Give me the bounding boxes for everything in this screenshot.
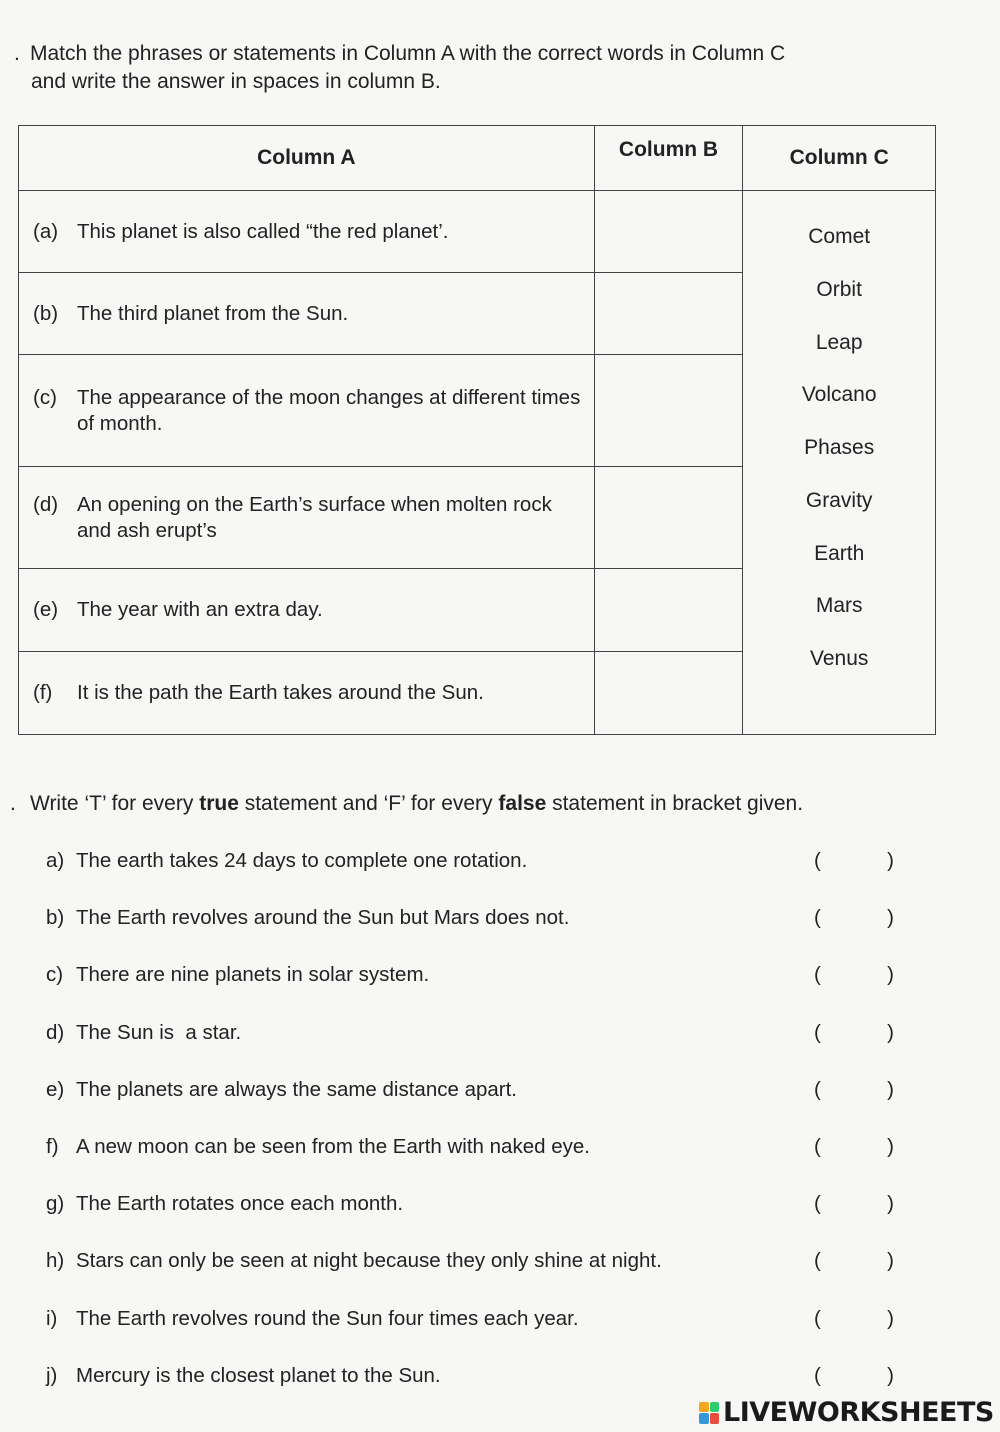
bracket-close: ) (887, 1192, 894, 1216)
logo-text: LIVEWORKSHEETS (723, 1397, 994, 1428)
bracket-open: ( (814, 1077, 821, 1101)
liveworksheets-logo-icon (699, 1402, 719, 1424)
item-label: h) (46, 1249, 65, 1273)
answer-bracket[interactable] (814, 1135, 894, 1159)
answer-bracket[interactable] (814, 1078, 894, 1102)
bracket-close: ) (887, 906, 894, 930)
bracket-close: ) (887, 849, 894, 872)
row-text: The third planet from the Sun. (77, 301, 349, 325)
row-label: (b) (33, 301, 59, 325)
word-bank-item: Volcano (801, 383, 877, 407)
row-text: An opening on the Earth’s surface when molten rock and ash erupt’s (77, 492, 552, 542)
instruction-text: Write ‘T’ for every (30, 792, 200, 815)
word-bank-item: Leap (815, 330, 863, 354)
logo-square (699, 1413, 709, 1424)
item-label: d) (46, 1020, 65, 1044)
bracket-open: ( (814, 1020, 821, 1044)
word-bank-item: Earth (814, 541, 865, 565)
answer-bracket[interactable] (814, 1364, 894, 1388)
word-bank-item: Gravity (805, 488, 873, 512)
item-text: The Earth rotates once each month. (76, 1192, 404, 1216)
list-item (46, 849, 906, 906)
answer-bracket[interactable] (814, 849, 894, 873)
answer-cell-f[interactable] (594, 652, 743, 735)
instruction-text: statement and ‘F’ for every (238, 792, 499, 815)
row-c-statement (19, 355, 595, 467)
row-text: The year with an extra day. (77, 598, 323, 621)
table-row (19, 191, 936, 273)
bracket-open: ( (814, 1134, 821, 1158)
answer-bracket[interactable] (814, 1192, 894, 1216)
row-a-statement (19, 191, 595, 273)
list-item (46, 1021, 906, 1078)
word-bank-item: Phases (804, 436, 875, 460)
bracket-open: ( (814, 906, 821, 930)
item-label: b) (46, 906, 65, 930)
item-text: Mercury is the closest planet to the Sun. (76, 1363, 441, 1387)
matching-table (18, 125, 936, 735)
word-bank-item: Orbit (816, 277, 862, 301)
item-label: j) (46, 1363, 58, 1387)
liveworksheets-logo[interactable] (699, 1397, 994, 1428)
answer-bracket[interactable] (814, 1021, 894, 1045)
row-label: (f) (33, 681, 53, 704)
word-bank-item: Venus (809, 647, 869, 671)
row-label: (e) (33, 598, 59, 621)
item-text: The Sun is a star. (76, 1020, 242, 1044)
item-label: a) (46, 849, 65, 872)
row-label: (a) (33, 219, 59, 243)
bracket-open: ( (814, 963, 821, 987)
row-text: It is the path the Earth takes around the Sun. (77, 681, 484, 704)
logo-square (710, 1402, 720, 1413)
question-1-number: . (14, 42, 20, 65)
answer-bracket[interactable] (814, 1307, 894, 1331)
logo-square (710, 1413, 720, 1424)
list-item (46, 1078, 906, 1135)
instruction-bold-false: false (498, 792, 547, 815)
word-bank-item: Comet (808, 224, 871, 248)
answer-bracket[interactable] (814, 906, 894, 930)
table-header-row (19, 126, 936, 191)
list-item (46, 906, 906, 963)
answer-cell-b[interactable] (594, 273, 743, 355)
answer-cell-c[interactable] (594, 355, 743, 467)
item-text: Stars can only be seen at night because they only shine at night. (76, 1249, 662, 1273)
row-d-statement (19, 467, 595, 569)
list-item (46, 1192, 906, 1249)
question-1-line-1: Match the phrases or statements in Column A with the correct words in Column C (30, 42, 786, 65)
bracket-close: ) (887, 1249, 894, 1273)
item-label: g) (46, 1192, 65, 1216)
true-false-list (46, 849, 906, 1421)
answer-bracket[interactable] (814, 1249, 894, 1273)
word-bank (743, 191, 936, 735)
item-text: The Earth revolves around the Sun but Mars does not. (76, 906, 570, 930)
item-label: i) (46, 1306, 58, 1330)
column-c-header: Column C (743, 126, 936, 191)
item-text: The earth takes 24 days to complete one rotation. (76, 849, 528, 872)
row-label: (d) (33, 492, 59, 516)
bracket-close: ) (887, 1134, 894, 1158)
bracket-open: ( (814, 1306, 821, 1330)
word-bank-item: Mars (815, 594, 863, 618)
item-text: The Earth revolves round the Sun four times each year. (76, 1306, 579, 1330)
answer-bracket[interactable] (814, 963, 894, 987)
bracket-open: ( (814, 849, 821, 872)
bracket-close: ) (887, 1363, 894, 1387)
item-text: The planets are always the same distance apart. (76, 1077, 517, 1101)
row-text: This planet is also called “the red planet’. (77, 219, 449, 243)
list-item (46, 1307, 906, 1364)
list-item (46, 1249, 906, 1306)
item-label: e) (46, 1077, 65, 1101)
row-text: The appearance of the moon changes at different times of month. (77, 385, 581, 435)
row-b-statement (19, 273, 595, 355)
question-2-number: . (10, 792, 16, 815)
bracket-open: ( (814, 1249, 821, 1273)
bracket-close: ) (887, 1020, 894, 1044)
answer-cell-e[interactable] (594, 569, 743, 652)
list-item (46, 963, 906, 1020)
bracket-open: ( (814, 1192, 821, 1216)
question-1-instructions (14, 40, 894, 96)
column-a-header: Column A (19, 126, 595, 191)
row-label: (c) (33, 385, 57, 409)
question-1-line-2: and write the answer in spaces in column B. (31, 70, 441, 93)
bracket-open: ( (814, 1363, 821, 1387)
question-2-instructions (10, 792, 803, 816)
row-f-statement (19, 652, 595, 735)
item-label: c) (46, 963, 64, 987)
bracket-close: ) (887, 963, 894, 987)
logo-square (699, 1402, 709, 1413)
item-text: A new moon can be seen from the Earth with naked eye. (76, 1134, 590, 1158)
bracket-close: ) (887, 1077, 894, 1101)
instruction-text: statement in bracket given. (546, 792, 804, 815)
item-label: f) (46, 1134, 59, 1158)
instruction-bold-true: true (199, 792, 239, 815)
answer-cell-a[interactable] (594, 191, 743, 273)
row-e-statement (19, 569, 595, 652)
bracket-close: ) (887, 1306, 894, 1330)
item-text: There are nine planets in solar system. (76, 963, 430, 987)
column-b-header: Column B (594, 126, 743, 191)
list-item (46, 1135, 906, 1192)
answer-cell-d[interactable] (594, 467, 743, 569)
